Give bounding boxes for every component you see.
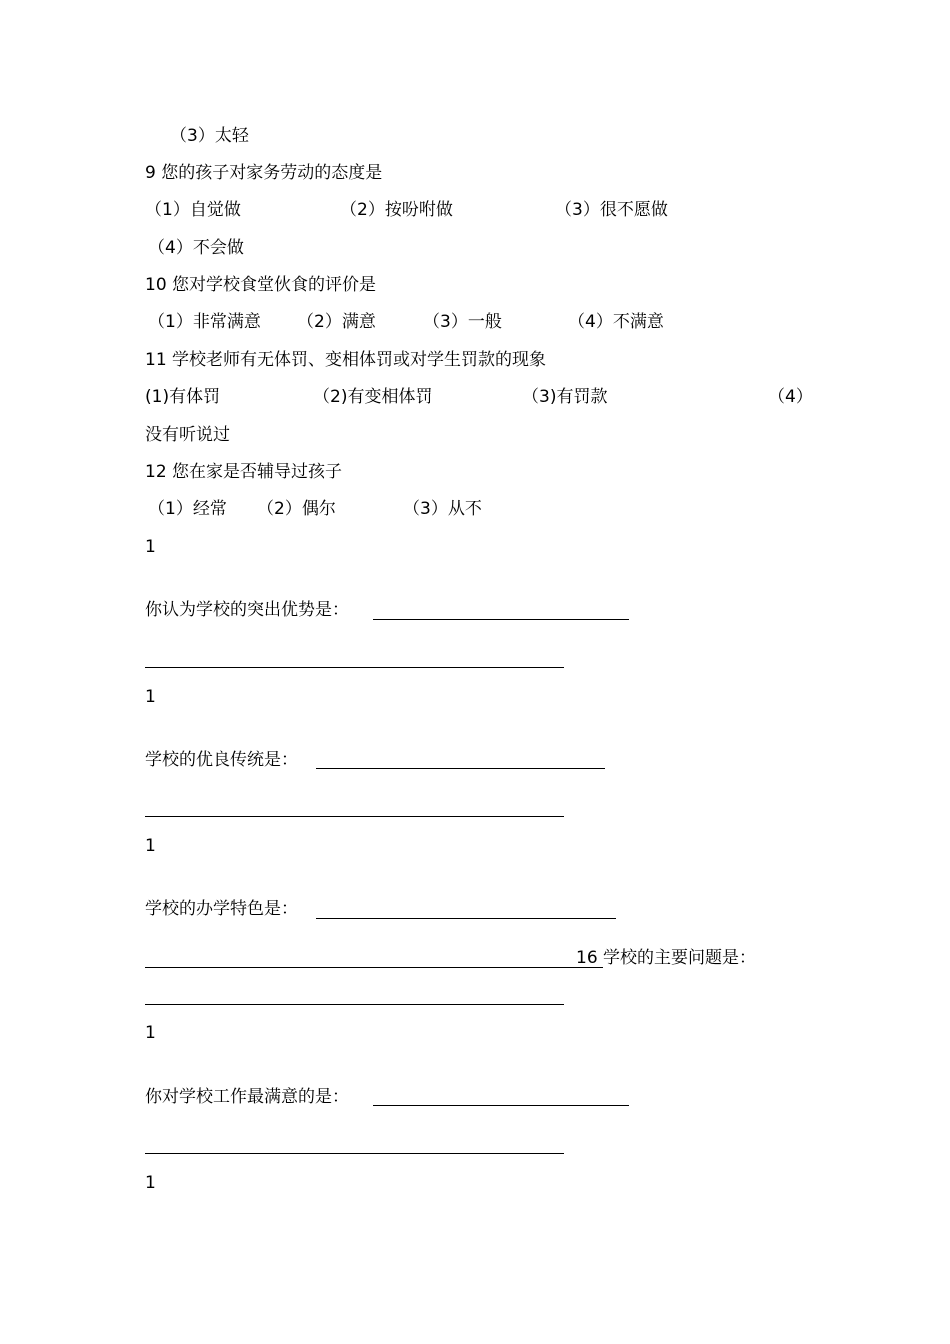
q16-answer-line[interactable] <box>145 1004 564 1005</box>
q11-question: 11 学校老师有无体罚、变相体罚或对学生罚款的现象 <box>145 350 547 370</box>
q17-answer-line-1[interactable] <box>373 1105 629 1106</box>
q17-prompt: 你对学校工作最满意的是： <box>145 1087 349 1107</box>
q10-option-4: （4）不满意 <box>568 312 664 332</box>
q16-number: 16 <box>576 948 598 968</box>
q11-option-4: （4） <box>768 387 813 407</box>
q16-prompt: 学校的主要问题是： <box>603 948 757 968</box>
q9-option-4: （4）不会做 <box>148 238 244 258</box>
q11-option-3: （3)有罚款 <box>522 387 608 407</box>
q13-answer-line-2[interactable] <box>145 667 564 668</box>
q15-answer-line-1[interactable] <box>316 918 616 919</box>
q13-prompt: 你认为学校的突出优势是： <box>145 600 349 620</box>
q11-option-2: （2)有变相体罚 <box>313 387 433 407</box>
q15-prompt: 学校的办学特色是： <box>145 899 298 919</box>
q14-answer-line-1[interactable] <box>316 768 605 769</box>
q10-option-2: （2）满意 <box>297 312 376 332</box>
q18-number: 1 <box>145 1173 156 1193</box>
q12-option-2: （2）偶尔 <box>257 499 336 519</box>
q12-option-3: （3）从不 <box>403 499 482 519</box>
q14-answer-line-2[interactable] <box>145 816 564 817</box>
q17-answer-line-2[interactable] <box>145 1153 564 1154</box>
q14-prompt: 学校的优良传统是： <box>145 750 298 770</box>
q13-answer-line-1[interactable] <box>373 619 629 620</box>
q8-option-3: （3）太轻 <box>170 126 249 146</box>
q10-option-3: （3）一般 <box>423 312 502 332</box>
q9-question: 9 您的孩子对家务劳动的态度是 <box>145 163 383 183</box>
q12-question: 12 您在家是否辅导过孩子 <box>145 462 343 482</box>
q9-option-3: （3）很不愿做 <box>555 200 668 220</box>
q16-line <box>576 948 756 968</box>
q13-number: 1 <box>145 537 156 557</box>
q14-number: 1 <box>145 687 156 707</box>
q10-question: 10 您对学校食堂伙食的评价是 <box>145 275 377 295</box>
q11-option-4-text: 没有听说过 <box>145 425 230 445</box>
q12-option-1: （1）经常 <box>148 499 227 519</box>
q10-option-1: （1）非常满意 <box>148 312 261 332</box>
q15-number: 1 <box>145 836 156 856</box>
q17-number: 1 <box>145 1023 156 1043</box>
q9-option-2: （2）按吩咐做 <box>340 200 453 220</box>
q9-option-1: （1）自觉做 <box>145 200 241 220</box>
q15-answer-line-2[interactable] <box>145 967 603 968</box>
q11-option-1: (1)有体罚 <box>145 387 221 407</box>
